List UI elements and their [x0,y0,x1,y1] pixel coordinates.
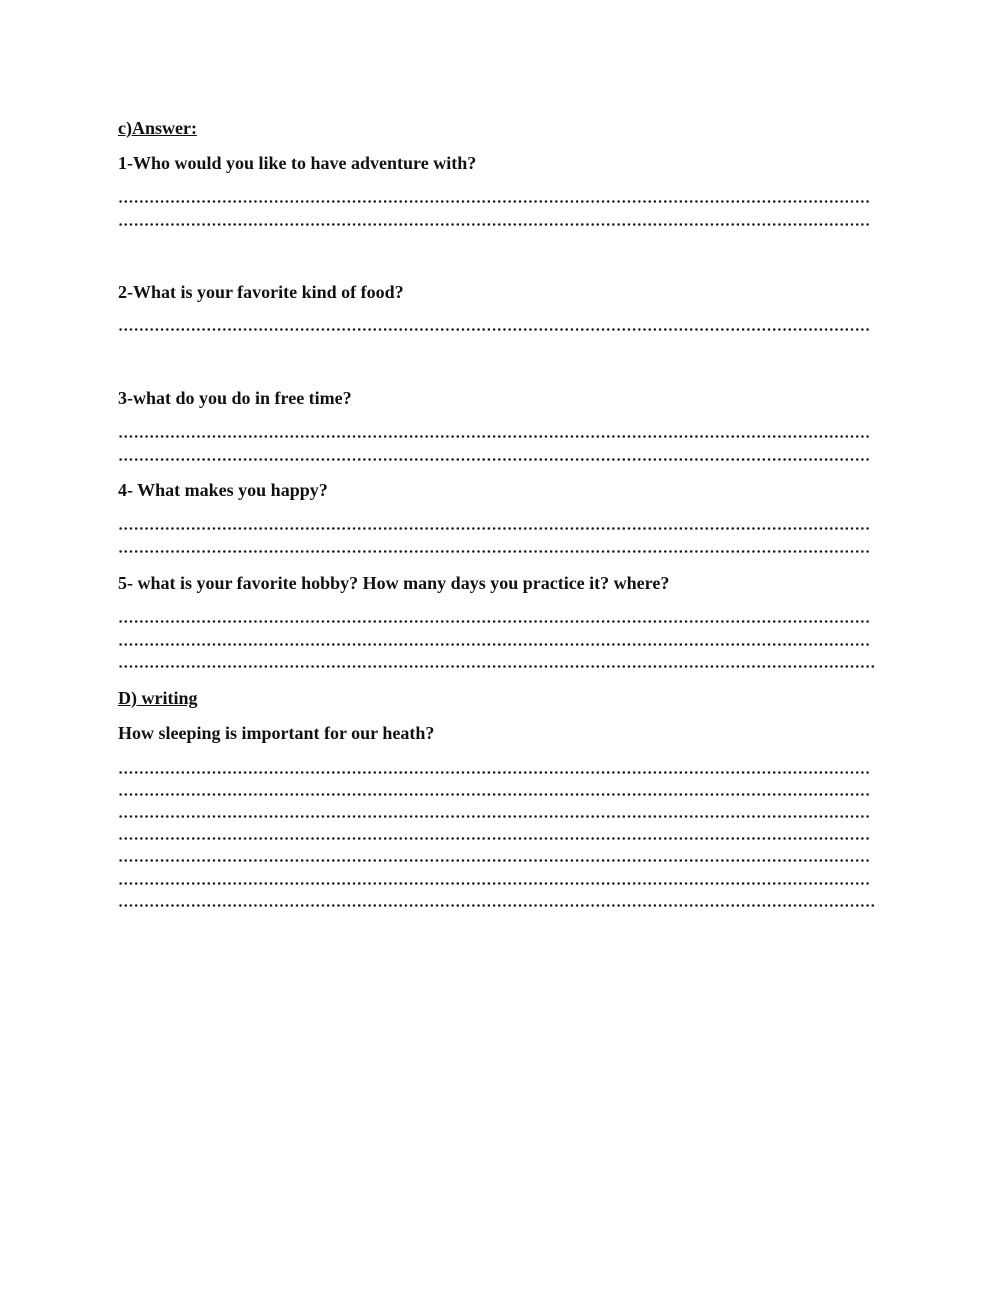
answer-line[interactable] [118,200,870,203]
answer-line[interactable] [118,771,870,774]
answer-line[interactable] [118,223,870,226]
answer-line[interactable] [118,620,870,623]
section-c-heading: c)Answer: [118,118,197,138]
answer-line[interactable] [118,815,870,818]
answer-line[interactable] [118,859,870,862]
answer-line[interactable] [118,643,870,646]
answer-line[interactable] [118,435,870,438]
section-d-heading: D) writing [118,688,198,708]
answer-line[interactable] [118,328,870,331]
question-5: 5- what is your favorite hobby? How many days you practice it? where? [118,573,670,593]
answer-line[interactable] [118,904,876,907]
answer-line[interactable] [118,882,870,885]
answer-line[interactable] [118,458,870,461]
question-1: 1-Who would you like to have adventure with? [118,153,477,173]
answer-line[interactable] [118,793,870,796]
answer-line[interactable] [118,527,870,530]
answer-line[interactable] [118,665,876,668]
question-2: 2-What is your favorite kind of food? [118,282,404,302]
question-3: 3-what do you do in free time? [118,388,352,408]
writing-prompt: How sleeping is important for our heath? [118,723,435,743]
answer-line[interactable] [118,837,870,840]
question-4: 4- What makes you happy? [118,480,328,500]
answer-line[interactable] [118,550,870,553]
